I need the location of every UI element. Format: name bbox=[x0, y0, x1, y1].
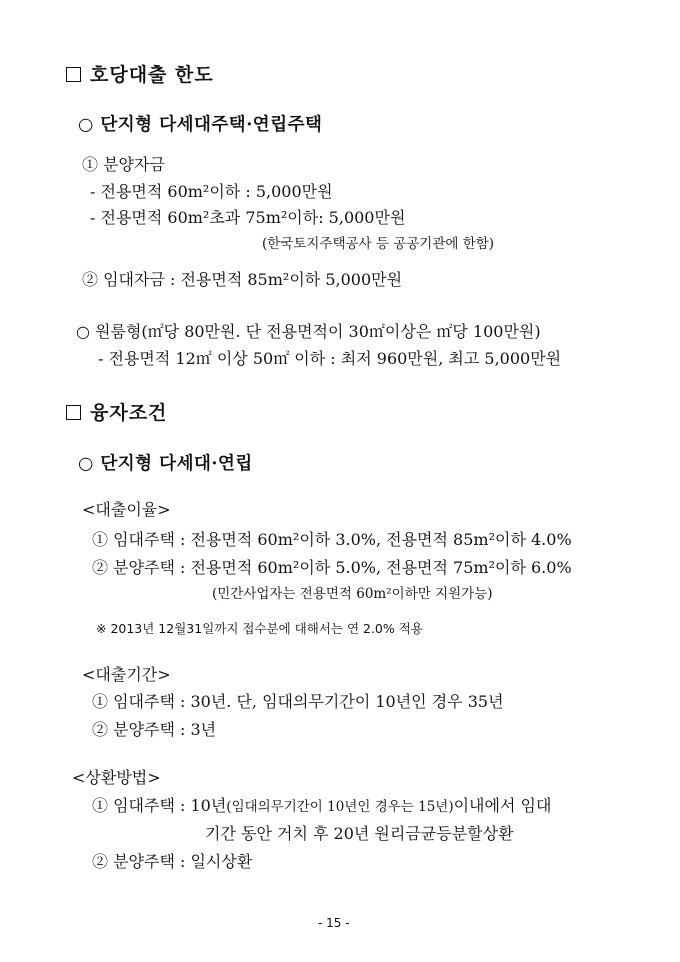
page-number: - 15 - bbox=[318, 916, 350, 930]
section1-title: 호당대출 한도 bbox=[90, 64, 214, 86]
period-rent: ① 임대주택 : 30년. 단, 임대의무기간이 10년인 경우 35년 bbox=[92, 692, 504, 711]
oneroom-line1: - 전용면적 12㎡ 이상 50㎡ 이하 : 최저 960만원, 최고 5,000만원 bbox=[98, 349, 562, 368]
subsection-danji-title: ○ 단지형 다세대주택·연립주택 bbox=[78, 115, 323, 135]
section2-title: 융자조건 bbox=[90, 402, 168, 424]
repay-rent bbox=[92, 796, 551, 815]
repay-sale: ② 분양주택 : 일시상환 bbox=[92, 852, 253, 871]
repay-rent-part-a: ① 임대주택 : 10년 bbox=[92, 796, 227, 815]
section1-heading bbox=[66, 64, 214, 87]
subsection-oneroom-title: ○ 원룸형(㎡당 80만원. 단 전용면적이 30㎡이상은 ㎡당 100만원) bbox=[76, 322, 541, 341]
rate-rent: ① 임대주택 : 전용면적 60m²이하 3.0%, 전용면적 85m²이하 4.0% bbox=[92, 530, 572, 549]
rate-header: <대출이율> bbox=[82, 500, 171, 519]
repay-rent-part-b: (임대의무기간이 10년인 경우는 15년) bbox=[226, 799, 454, 815]
rate-footnote: ※ 2013년 12월31일까지 접수분에 대해서는 연 2.0% 적용 bbox=[96, 621, 423, 636]
item-sale-fund-line2: - 전용면적 60m²초과 75m²이하: 5,000만원 bbox=[90, 208, 406, 227]
item-sale-fund-note: (한국토지주택공사 등 공공기관에 한함) bbox=[262, 236, 495, 252]
item-sale-fund-line1: - 전용면적 60m²이하 : 5,000만원 bbox=[90, 182, 333, 201]
rate-sale: ② 분양주택 : 전용면적 60m²이하 5.0%, 전용면적 75m²이하 6.0% bbox=[92, 558, 572, 577]
checkbox-square-icon bbox=[66, 67, 81, 82]
rate-note: (민간사업자는 전용면적 60m²이하만 지원가능) bbox=[212, 586, 493, 602]
item-sale-fund-title: ① 분양자금 bbox=[82, 155, 165, 174]
period-header: <대출기간> bbox=[82, 665, 171, 684]
repay-header: <상환방법> bbox=[72, 768, 161, 787]
subsection-danji2-title: ○ 단지형 다세대·연립 bbox=[78, 454, 253, 474]
item-rent-fund: ② 임대자금 : 전용면적 85m²이하 5,000만원 bbox=[82, 270, 403, 289]
repay-rent-continued: 기간 동안 거치 후 20년 원리금균등분할상환 bbox=[205, 824, 514, 843]
repay-rent-part-c: 이내에서 임대 bbox=[453, 796, 552, 815]
checkbox-square-icon bbox=[66, 405, 81, 420]
section2-heading bbox=[66, 402, 167, 425]
period-sale: ② 분양주택 : 3년 bbox=[92, 720, 217, 739]
